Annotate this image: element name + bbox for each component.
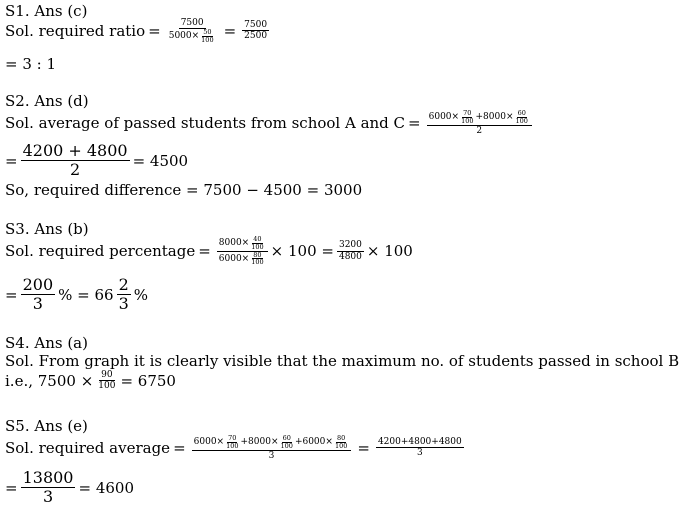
solution-line: [5, 110, 535, 136]
result-line: = 3 : 1: [5, 55, 57, 73]
term: 6000×: [193, 437, 225, 448]
mini-fraction: [200, 29, 214, 44]
solution-line: [5, 370, 176, 392]
mixed-fraction: [117, 276, 131, 314]
numerator: [427, 110, 532, 126]
term: 6000×: [218, 253, 250, 264]
denominator: 100: [226, 441, 239, 450]
solution-line: [5, 236, 413, 266]
fraction: [192, 435, 352, 461]
result-text: = 6750: [120, 371, 176, 390]
result-line: So, required difference = 7500 − 4500 = 3000: [5, 181, 363, 199]
denominator: 100: [201, 36, 214, 45]
result-text: = 4600: [78, 478, 134, 497]
equals-sign: =: [148, 21, 161, 40]
numerator: 60: [282, 434, 291, 442]
denominator: 100: [98, 381, 116, 392]
denominator-term: 5000×: [168, 31, 200, 42]
denominator: [167, 29, 218, 44]
equals-sign: =: [198, 242, 211, 261]
denominator: 3: [118, 294, 129, 314]
solution-label: Sol. average of passed students from school A and C: [5, 113, 406, 132]
mini-fraction: [460, 110, 474, 125]
fraction: [21, 469, 76, 507]
mini-fraction: [250, 236, 264, 251]
fraction: [21, 276, 56, 314]
equals-sign: =: [408, 113, 421, 132]
numerator: 90: [101, 370, 113, 380]
solution-line: [5, 276, 148, 314]
denominator: 100: [280, 441, 293, 450]
mini-fraction: [250, 252, 264, 267]
operator-text: × 100 =: [270, 242, 334, 261]
equals-sign: =: [173, 438, 186, 457]
solution-line: Sol. From graph it is clearly visible that the maximum no. of students passed in school B: [5, 352, 679, 370]
denominator: [217, 252, 268, 267]
mini-fraction: [225, 435, 239, 450]
solution-line: [5, 18, 272, 44]
term: +8000×: [240, 437, 279, 448]
numerator: 70: [228, 434, 237, 442]
numerator: 4200 + 4800: [22, 141, 128, 160]
term: +8000×: [475, 112, 514, 123]
fraction: [167, 18, 218, 44]
answer-heading: S3. Ans (b): [5, 220, 89, 238]
term: +6000×: [294, 437, 333, 448]
equals-sign: =: [5, 285, 18, 304]
numerator: 7500: [180, 18, 204, 28]
numerator: 4200+4800+4800: [377, 437, 462, 448]
equals-sign: =: [223, 21, 237, 40]
denominator: 2: [476, 125, 483, 136]
denominator: 3: [268, 450, 275, 461]
mini-fraction: [280, 435, 294, 450]
denominator: 100: [515, 116, 528, 125]
expression-text: i.e., 7500 ×: [5, 371, 94, 390]
numerator: [217, 236, 268, 252]
numerator: 200: [22, 275, 54, 294]
answer-heading: S2. Ans (d): [5, 92, 89, 110]
equals-sign: =: [357, 438, 370, 457]
denominator: 3: [32, 294, 43, 314]
answer-heading: S4. Ans (a): [5, 334, 88, 352]
fraction: [21, 142, 130, 180]
solution-line: [5, 469, 134, 507]
numerator: 13800: [22, 468, 74, 487]
equals-sign: =: [5, 151, 18, 170]
numerator: 40: [253, 235, 262, 243]
numerator: 60: [517, 109, 526, 117]
mini-fraction: [334, 435, 348, 450]
fraction: [242, 20, 269, 42]
numerator: [192, 435, 352, 451]
equals-sign: =: [5, 478, 18, 497]
operator-text: × 100: [366, 242, 413, 261]
numerator: 7500: [244, 20, 268, 31]
solution-line: [5, 435, 467, 461]
denominator: 100: [461, 116, 474, 125]
solution-label: Sol. required average: [5, 438, 171, 457]
numerator: 3200: [338, 240, 362, 251]
denominator: 100: [251, 242, 264, 251]
numerator: 50: [203, 28, 212, 37]
numerator: 80: [253, 250, 262, 259]
denominator: 4800: [338, 251, 362, 262]
term: 8000×: [218, 238, 250, 249]
denominator: 100: [334, 441, 348, 450]
numerator: 80: [337, 434, 346, 442]
denominator: 2500: [244, 31, 268, 42]
fraction: [376, 437, 464, 459]
result-text: = 4500: [132, 151, 189, 170]
fraction: [427, 110, 532, 136]
fraction: [337, 240, 364, 262]
denominator: 100: [251, 258, 264, 267]
answer-heading: S5. Ans (e): [5, 417, 88, 435]
denominator: 2: [69, 160, 81, 180]
numerator: 2: [118, 275, 129, 294]
answer-heading: S1. Ans (c): [5, 2, 88, 20]
fraction: [217, 236, 268, 266]
percent-sign: %: [133, 285, 149, 304]
denominator: 3: [416, 448, 423, 459]
numerator: 70: [463, 109, 472, 117]
mini-fraction: [515, 110, 529, 125]
denominator: 3: [42, 487, 54, 507]
percent-text: % = 66: [58, 285, 114, 304]
solution-label: Sol. required percentage: [5, 242, 196, 261]
term: 6000×: [428, 112, 460, 123]
solution-label: Sol. required ratio: [5, 21, 146, 40]
solution-line: [5, 142, 188, 180]
fraction: [96, 370, 117, 392]
